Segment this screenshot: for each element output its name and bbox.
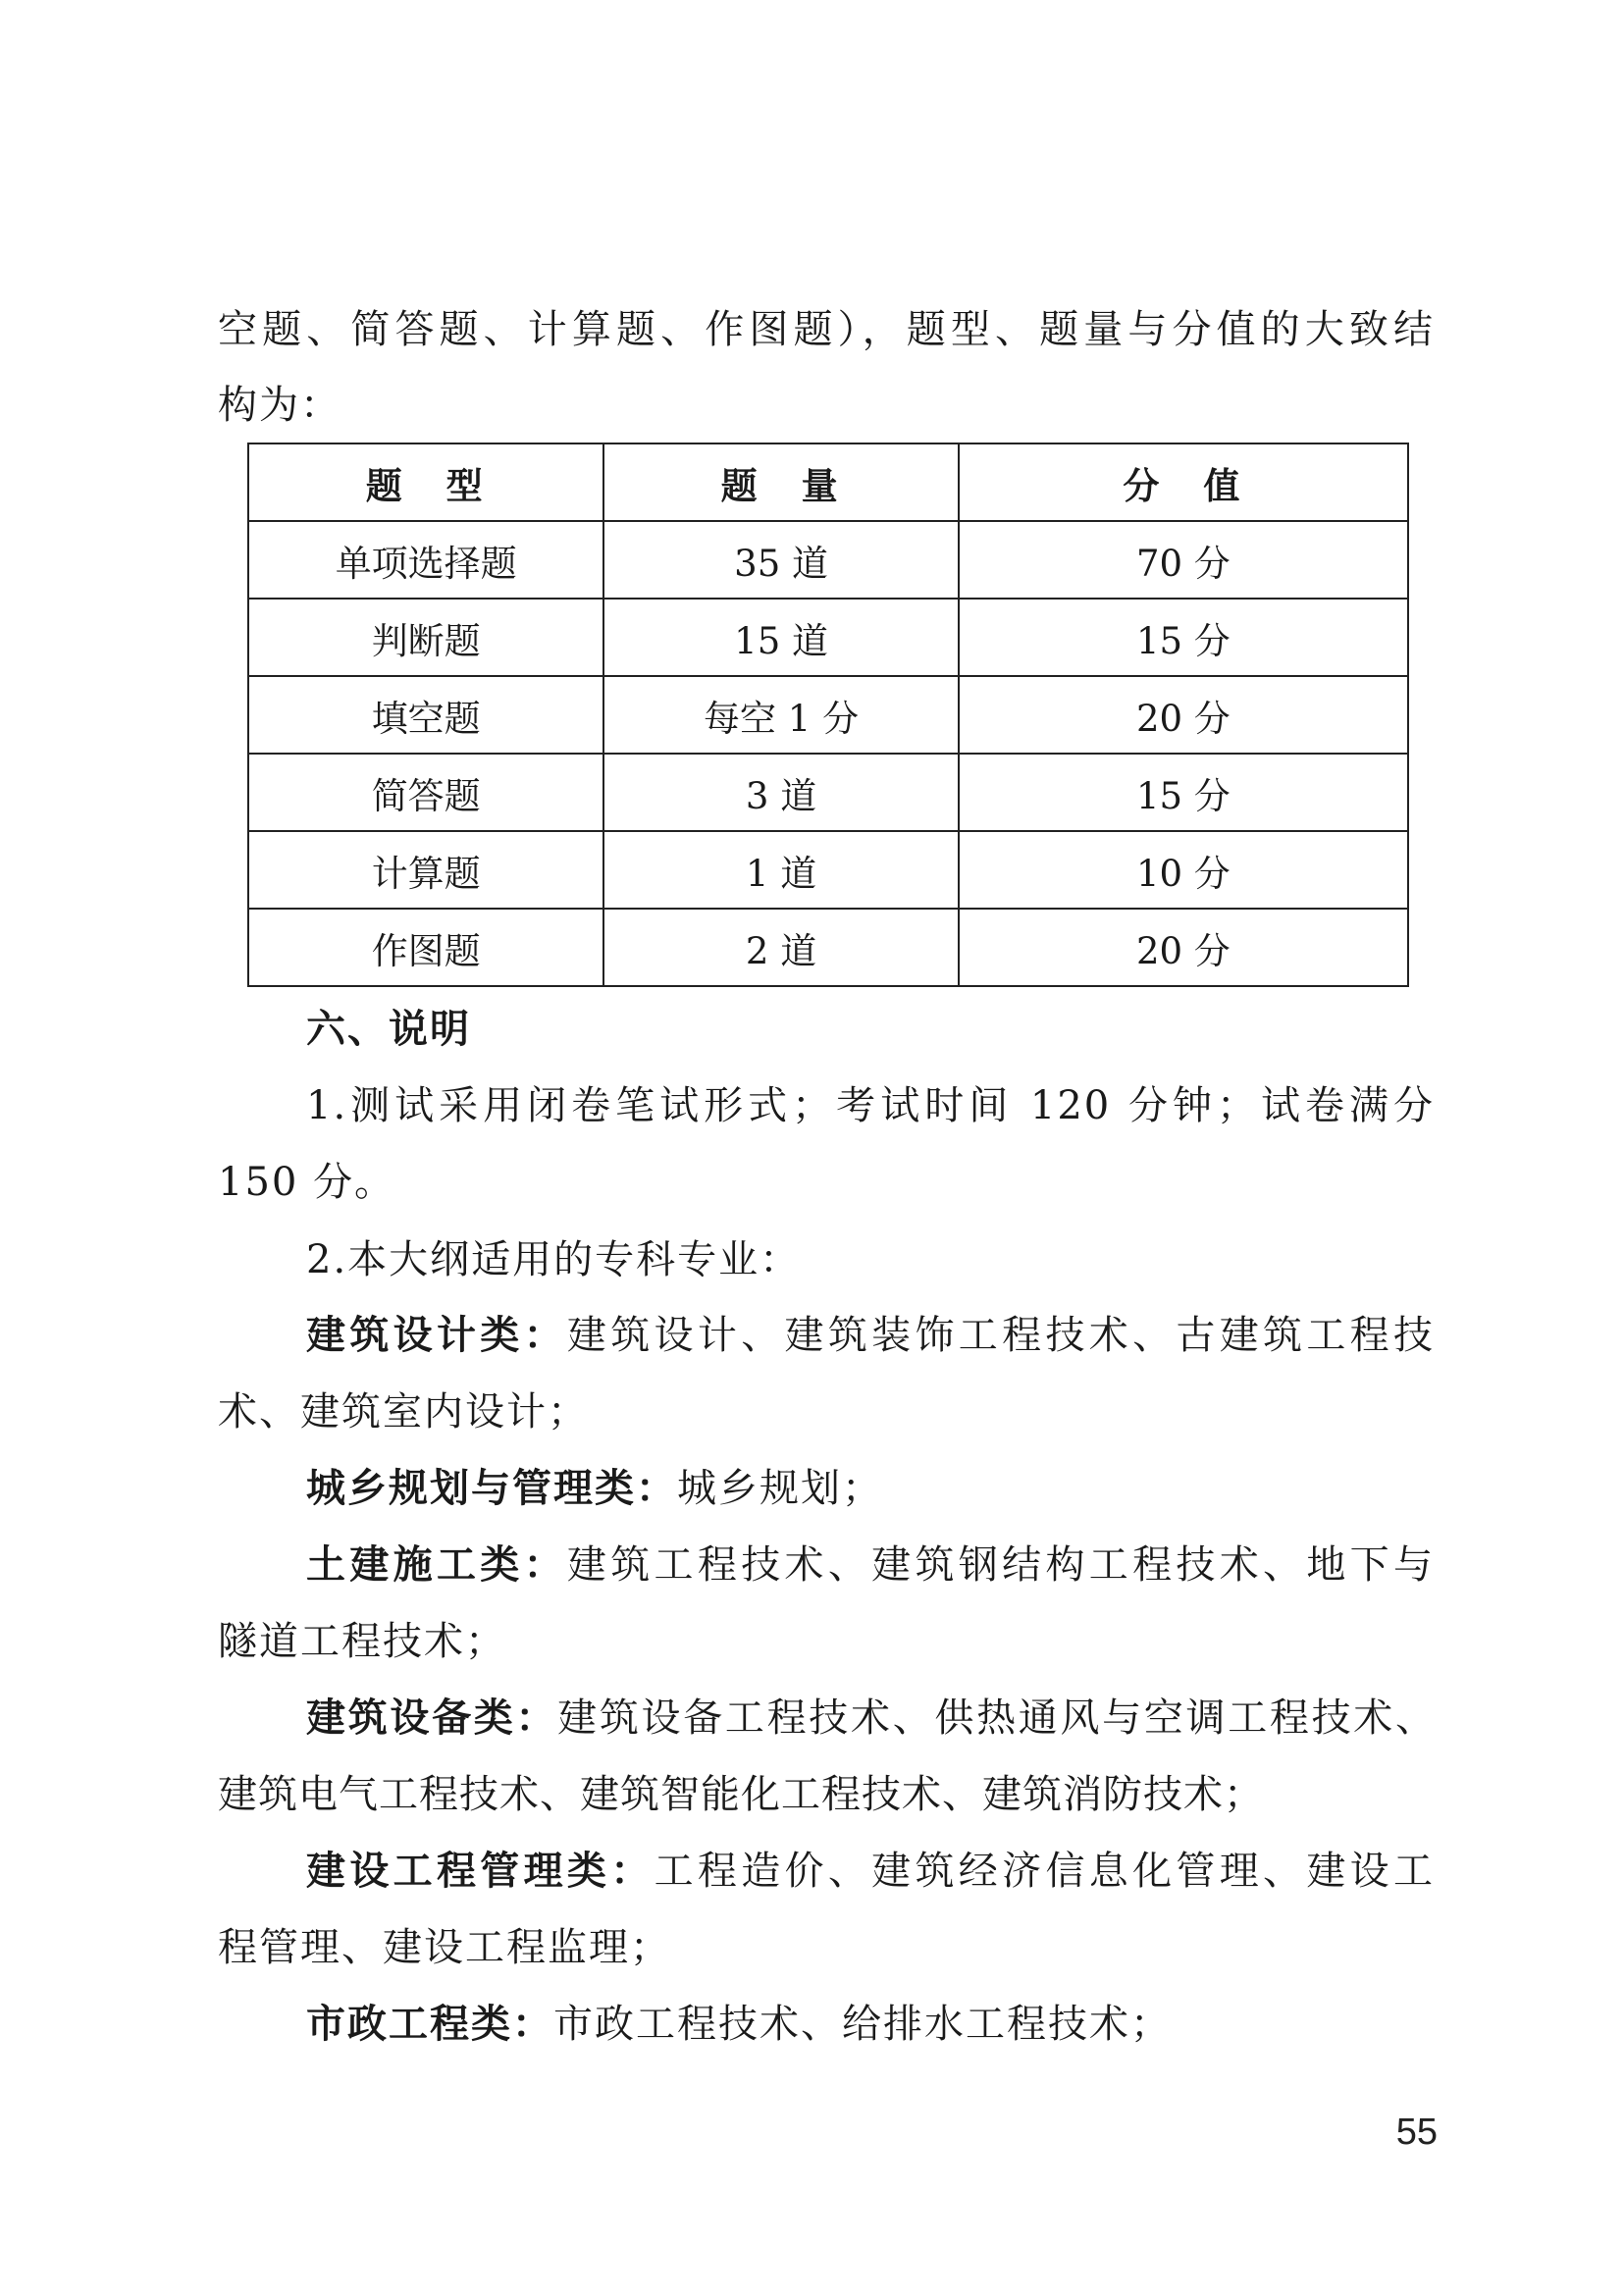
cell-type: 判断题: [248, 599, 603, 676]
category-text: 建筑设备工程技术、供热通风与空调工程技术、: [557, 1695, 1436, 1741]
category-line: [306, 1695, 1435, 1742]
header-quantity: 题 量: [603, 443, 958, 521]
cell-type: 计算题: [248, 831, 603, 909]
page-number: 55: [1395, 2112, 1438, 2153]
cell-score: 15 分: [959, 599, 1408, 676]
category-label: 建筑设计类：: [306, 1313, 567, 1358]
category-label: 土建施工类：: [306, 1542, 567, 1588]
cell-score: 20 分: [959, 676, 1408, 754]
header-score: 分 值: [959, 443, 1408, 521]
intro-line-2: 构为：: [218, 383, 341, 428]
category-text: 市政工程技术、给排水工程技术；: [553, 2002, 1172, 2047]
table-row: [248, 909, 1408, 986]
cell-quantity: 15 道: [603, 599, 958, 676]
category-continuation: 建筑电气工程技术、建筑智能化工程技术、建筑消防技术；: [218, 1772, 1264, 1817]
category-continuation: 隧道工程技术；: [218, 1619, 506, 1664]
table-row: [248, 676, 1408, 754]
category-text: 建筑设计、建筑装饰工程技术、古建筑工程技: [566, 1313, 1436, 1358]
category-label: 市政工程类：: [306, 2002, 553, 2047]
category-continuation: 术、建筑室内设计；: [218, 1389, 589, 1434]
cell-score: 10 分: [959, 831, 1408, 909]
category-line: [306, 2001, 1172, 2048]
item2-line: 2.本大纲适用的专科专业：: [306, 1237, 802, 1282]
cell-score: 15 分: [959, 754, 1408, 831]
category-line: [306, 1848, 1435, 1895]
category-line: [306, 1465, 883, 1512]
table-row: [248, 831, 1408, 909]
cell-score: 70 分: [959, 521, 1408, 599]
category-line: [306, 1541, 1435, 1589]
score-table: [247, 443, 1409, 987]
cell-quantity: 2 道: [603, 909, 958, 986]
item1-line-1: 1.测试采用闭卷笔试形式；考试时间 120 分钟；试卷满分: [306, 1083, 1435, 1128]
cell-type: 填空题: [248, 676, 603, 754]
category-continuation: 程管理、建设工程监理；: [218, 1925, 671, 1970]
header-type: 题 型: [248, 443, 603, 521]
cell-quantity: 1 道: [603, 831, 958, 909]
category-label: 建筑设备类：: [306, 1695, 558, 1741]
table-row: [248, 754, 1408, 831]
cell-quantity: 3 道: [603, 754, 958, 831]
cell-type: 作图题: [248, 909, 603, 986]
cell-quantity: 每空 1 分: [603, 676, 958, 754]
cell-score: 20 分: [959, 909, 1408, 986]
table-header-row: [248, 443, 1408, 521]
cell-quantity: 35 道: [603, 521, 958, 599]
cell-type: 单项选择题: [248, 521, 603, 599]
category-label: 城乡规划与管理类：: [306, 1466, 677, 1511]
cell-type: 简答题: [248, 754, 603, 831]
table-row: [248, 599, 1408, 676]
category-label: 建设工程管理类：: [306, 1849, 655, 1894]
item1-line-2: 150 分。: [218, 1160, 396, 1205]
table-row: [248, 521, 1408, 599]
section-heading: 六、说明: [306, 1007, 471, 1052]
category-text: 工程造价、建筑经济信息化管理、建设工: [654, 1849, 1436, 1894]
category-line: [306, 1312, 1435, 1359]
category-text: 建筑工程技术、建筑钢结构工程技术、地下与: [566, 1542, 1436, 1588]
category-text: 城乡规划；: [677, 1466, 883, 1511]
intro-line-1: 空题、简答题、计算题、作图题），题型、题量与分值的大致结: [218, 307, 1435, 352]
